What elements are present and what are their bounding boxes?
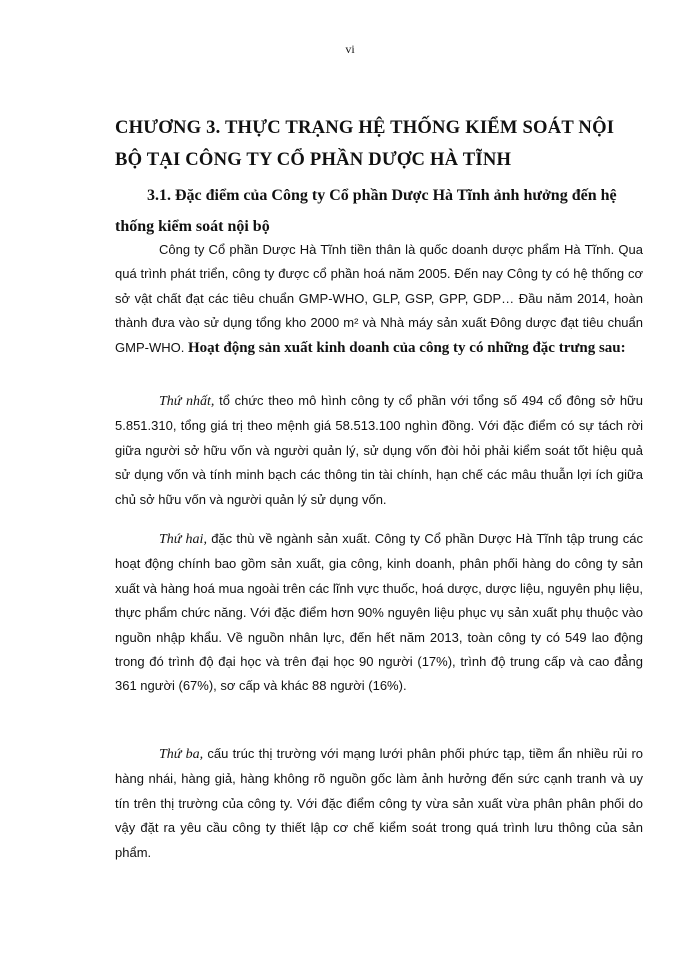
paragraph-third	[115, 742, 643, 865]
intro-bold-text: Hoạt động sản xuất kinh doanh của công ty có những đặc trưng sau:	[187, 339, 626, 356]
paragraph-first	[115, 389, 643, 512]
section-title	[115, 180, 643, 242]
paragraph-second	[115, 527, 643, 699]
intro-text: Công ty Cổ phần Dược Hà Tĩnh tiền thân là quốc doanh dược phẩm Hà Tĩnh. Qua quá trình phát triển, công ty được cổ phần hoá năm 2005. Đến nay Công ty có hệ thống cơ sở vật chất đạt các tiêu chuẩn GMP-WHO, GLP, GSP, GPP, GDP… Đầu năm 2014, hoàn thành đưa vào sử dụng tổng kho 2000 m² và Nhà máy sản xuất Đông dược đạt tiêu chuẩn GMP-WHO.	[115, 242, 643, 355]
paragraph-third-text: cấu trúc thị trường với mạng lưới phân phối phức tạp, tiềm ẩn nhiều rủi ro hàng nhái, hàng giả, hàng không rõ nguồn gốc làm ảnh hưởng đến sức cạnh tranh và uy tín trên thị trường của công ty. Với đặc điểm công ty vừa sản xuất vừa phân phân phối do vậy đặt ra yêu cầu công ty thiết lập cơ chế kiểm soát trong quá trình lưu thông của sản phẩm.	[115, 746, 644, 860]
paragraph-second-text: đặc thù về ngành sản xuất. Công ty Cổ phần Dược Hà Tĩnh tập trung các hoạt động chính bao gồm sản xuất, gia công, kinh doanh, phân phối hàng do công ty sản xuất và hàng hoá mua ngoài trên các lĩnh vực thuốc, hoá dược, dược liệu, nguyên phụ liệu, thực phẩm chức năng. Với đặc điểm hơn 90% nguyên liệu phục vụ sản xuất phụ thuộc vào nguồn nhập khẩu. Về nguồn nhân lực, đến hết năm 2013, toàn công ty có 549 lao động trong đó trình độ đại học và trên đại học 90 người (17%), trình độ trung cấp và cao đẳng 361 người (67%), sơ cấp và khác 88 người (16%).	[115, 531, 644, 694]
section-title-text: 3.1. Đặc điểm của Công ty Cổ phần Dược Hà Tĩnh ảnh hưởng đến hệ thống kiểm soát nội bộ	[115, 187, 617, 235]
chapter-title: CHƯƠNG 3. THỰC TRẠNG HỆ THỐNG KIỂM SOÁT NỘI BỘ TẠI CÔNG TY CỔ PHẦN DƯỢC HÀ TĨNH	[115, 117, 615, 170]
paragraph-first-lead: Thứ nhất,	[159, 394, 215, 409]
page-number: vi	[345, 42, 355, 56]
intro-paragraph	[115, 238, 643, 360]
paragraph-second-lead: Thứ hai,	[159, 532, 207, 547]
paragraph-third-lead: Thứ ba,	[159, 747, 204, 762]
paragraph-first-text: tổ chức theo mô hình công ty cổ phần với tổng số 494 cổ đông sở hữu 5.851.310, tổng giá trị theo mệnh giá 58.513.100 nghìn đồng. Với đặc điểm có sự tách rời giữa người sở hữu vốn và người quản lý, sử dụng vốn đòi hỏi phải kiểm soát tốt hiệu quả sử dụng vốn và tính minh bạch các thông tin tài chính, hạn chế các mâu thuẫn lợi ích giữa chủ sở hữu vốn và người quản lý sử dụng vốn.	[115, 393, 643, 507]
